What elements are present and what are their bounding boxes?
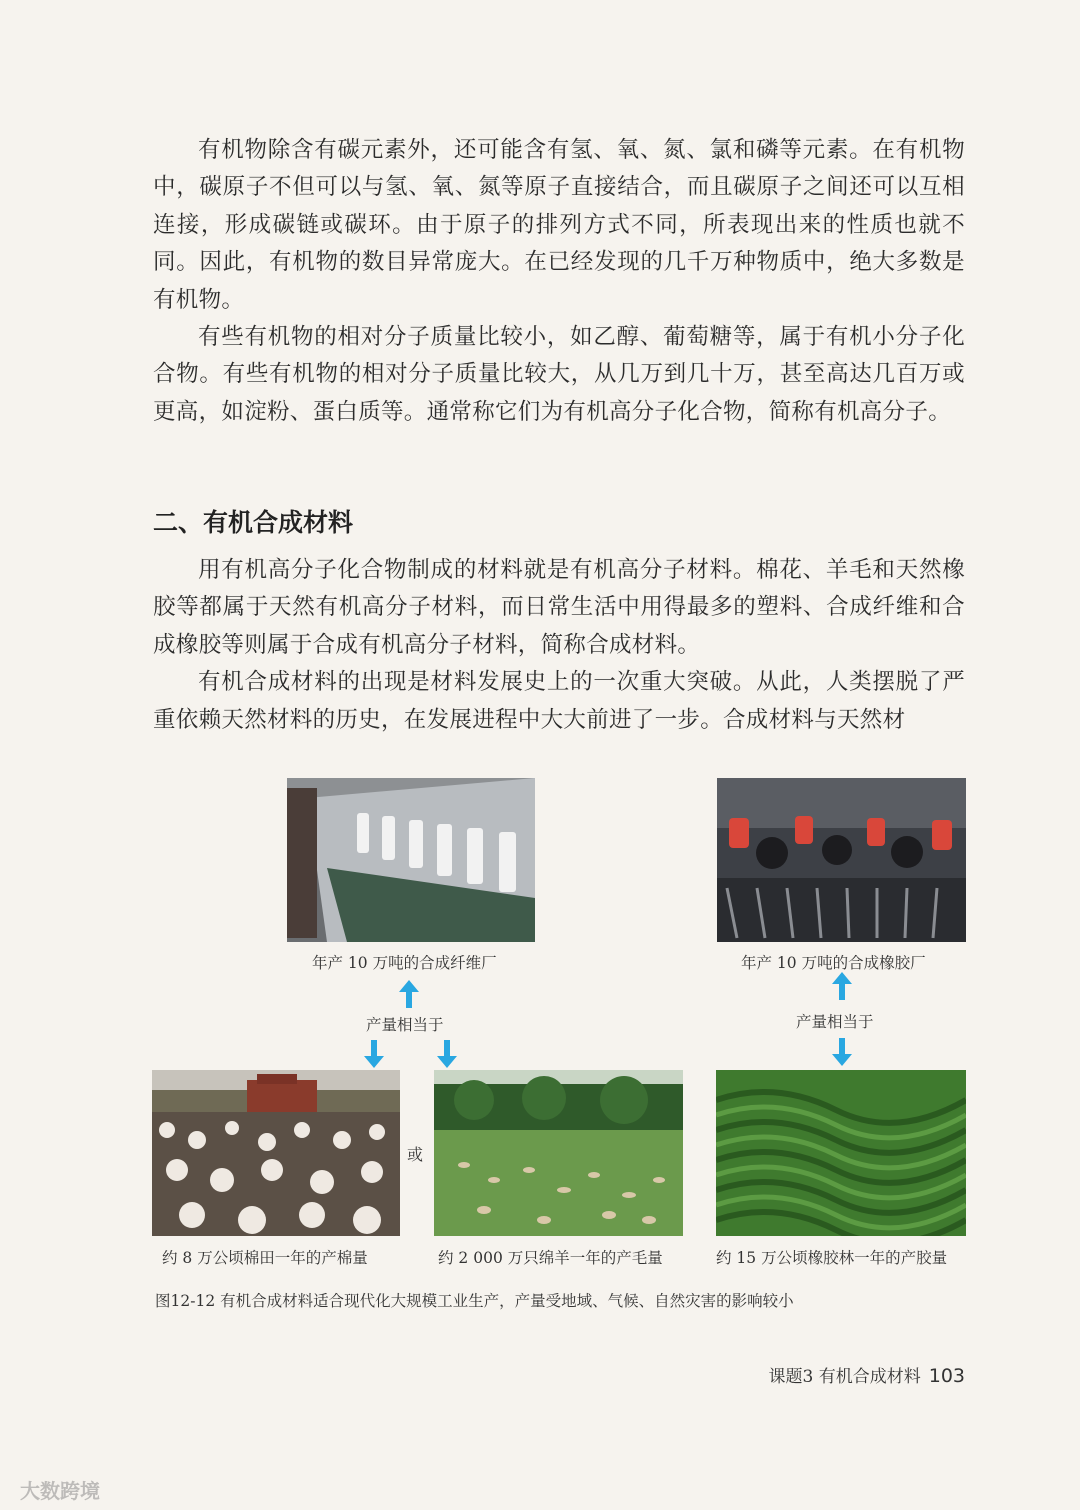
section-heading: 二、有机合成材料 (153, 508, 354, 537)
body-text-top (153, 132, 965, 431)
paragraph-breakthrough: 有机合成材料的出现是材料发展史上的一次重大突破。从此，人类摆脱了严重依赖天然材料的历史，在发展进程中大大前进了一步。合成材料与天然材 (153, 669, 965, 733)
caption-fiber-factory: 年产 10 万吨的合成纤维厂 (312, 954, 497, 972)
arrow-down-icon (364, 1040, 384, 1068)
page-footer (769, 1362, 966, 1387)
watermark-logo (20, 1475, 100, 1504)
arrow-down-icon (832, 1038, 852, 1066)
paragraph-macromolecules: 有些有机物的相对分子质量比较小，如乙醇、葡萄糖等，属于有机小分子化合物。有些有机物的相对分子质量比较大，从几万到几十万，甚至高达几百万或更高，如淀粉、蛋白质等。通常称它们为有机高分子化合物，简称有机高分子。 (153, 324, 965, 425)
caption-sheep: 约 2 000 万只绵羊一年的产毛量 (438, 1249, 663, 1267)
body-text-bottom (153, 552, 965, 739)
arrow-up-icon (832, 972, 852, 1000)
rubber-forest-photo (716, 1070, 966, 1236)
label-equivalent-left: 产量相当于 (366, 1016, 444, 1034)
or-label: 或 (407, 1145, 424, 1164)
arrow-up-icon (399, 980, 419, 1008)
footer-chapter: 课题3 有机合成材料 (768, 1367, 921, 1387)
label-equivalent-right: 产量相当于 (796, 1013, 874, 1031)
sheep-pasture-photo (434, 1070, 683, 1236)
page-number: 103 (928, 1365, 965, 1387)
paragraph-organic-elements: 有机物除含有碳元素外，还可能含有氢、氧、氮、氯和磷等元素。在有机物中，碳原子不但可以与氢、氧、氮等原子直接结合，而且碳原子之间还可以互相连接，形成碳链或碳环。由于原子的排列方式不同，所表现出来的性质也就不同。因此，有机物的数目异常庞大。在已经发现的几千万种物质中，绝大多数是有机物。 (153, 137, 965, 313)
figure-caption: 图12-12 有机合成材料适合现代化大规模工业生产，产量受地域、气候、自然灾害的影响较小 (155, 1292, 794, 1310)
rubber-factory-photo (717, 778, 966, 942)
caption-rubber-factory: 年产 10 万吨的合成橡胶厂 (741, 954, 926, 972)
arrow-down-icon (437, 1040, 457, 1068)
fiber-factory-photo (287, 778, 535, 942)
paragraph-polymer-materials: 用有机高分子化合物制成的材料就是有机高分子材料。棉花、羊毛和天然橡胶等都属于天然有机高分子材料，而日常生活中用得最多的塑料、合成纤维和合成橡胶等则属于合成有机高分子材料，简称合成材料。 (153, 557, 965, 658)
cotton-field-photo (152, 1070, 400, 1236)
caption-cotton-field: 约 8 万公顷棉田一年的产棉量 (162, 1249, 368, 1267)
watermark-text: 大数跨境 (20, 1479, 100, 1503)
caption-rubber-forest: 约 15 万公顷橡胶林一年的产胶量 (716, 1249, 948, 1267)
